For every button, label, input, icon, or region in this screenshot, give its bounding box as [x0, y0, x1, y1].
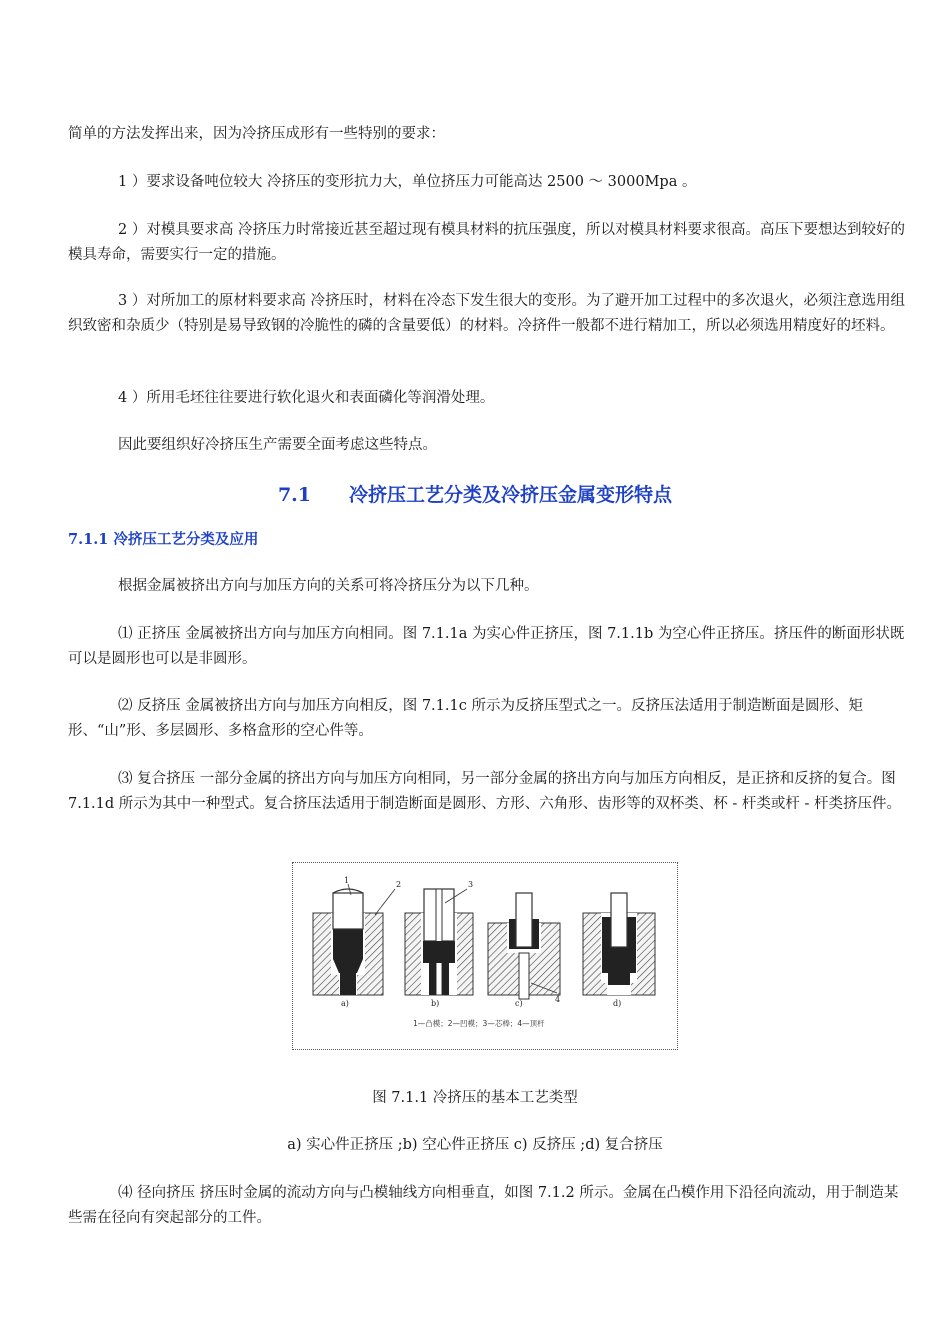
paragraph-radial-extrusion: ⑷ 径向挤压 挤压时金属的流动方向与凸模轴线方向相垂直，如图 7.1.2 所示。金属在凸模作用下沿径向流动，用于制造某些需在径向有突起部分的工件。 [68, 1185, 899, 1226]
callout-4: 4 [555, 995, 561, 1004]
subsection-heading: 7.1.1 冷挤压工艺分类及应用 [68, 531, 259, 548]
paragraph-forward-extrusion: ⑴ 正挤压 金属被挤出方向与加压方向相同。图 7.1.1a 为实心件正挤压，图 7.1.1b 为空心件正挤压。挤压件的断面形状既可以是圆形也可以是非圆形。 [68, 626, 905, 667]
label-b: b) [431, 999, 440, 1008]
diagram-c-backward [488, 893, 560, 999]
diagram-b-hollow-forward [405, 889, 473, 995]
figure-caption: 图 7.1.1 冷挤压的基本工艺类型 [372, 1090, 578, 1106]
paragraph-classification-intro: 根据金属被挤出方向与加压方向的关系可将冷挤压分为以下几种。 [118, 578, 539, 594]
figure-subcaption: a) 实心件正挤压 ;b) 空心件正挤压 c) 反挤压 ;d) 复合挤压 [287, 1137, 663, 1153]
figure-legend: 1—凸模；2—凹模；3—芯棒；4—顶杆 [413, 1019, 545, 1028]
callout-1: 1 [344, 876, 350, 885]
paragraph-requirement-1: 1 ）要求设备吨位较大 冷挤压的变形抗力大，单位挤压力可能高达 2500 ～ 3000Mpa 。 [118, 174, 697, 190]
paragraph-requirement-3: 3 ）对所加工的原材料要求高 冷挤压时，材料在冷态下发生很大的变形。为了避开加工过程中的多次退火，必须注意选用组织致密和杂质少（特别是易导致钢的冷脆性的磷的含量要低）的材料。冷挤件一般都不进行精加工，所以必须选用精度好的坯料。 [68, 293, 905, 334]
callout-2: 2 [396, 880, 402, 889]
paragraph-intro-continued: 简单的方法发挥出来，因为冷挤压成形有一些特别的要求： [68, 126, 445, 142]
diagram-d-combined [583, 893, 655, 995]
diagram-a-solid-forward [313, 884, 395, 995]
section-number: 7.1 [277, 484, 312, 506]
label-c: c) [515, 999, 523, 1008]
figure-extrusion-types [292, 862, 678, 1050]
section-title: 冷挤压工艺分类及冷挤压金属变形特点 [349, 484, 673, 506]
paragraph-conclusion: 因此要组织好冷挤压生产需要全面考虑这些特点。 [118, 437, 437, 453]
callout-3: 3 [468, 880, 474, 889]
paragraph-requirement-2: 2 ）对模具要求高 冷挤压力时常接近甚至超过现有模具材料的抗压强度，所以对模具材料要求很高。高压下要想达到较好的模具寿命，需要实行一定的措施。 [68, 222, 905, 263]
label-d: d) [613, 999, 622, 1008]
paragraph-combined-extrusion: ⑶ 复合挤压 一部分金属的挤出方向与加压方向相同，另一部分金属的挤出方向与加压方向相反，是正挤和反挤的复合。图 7.1.1d 所示为其中一种型式。复合挤压法适用于制造断面是圆形、方形、六角形、齿形等的双杯类、杯 - 杆类或杆 - 杆类挤压件。 [68, 771, 902, 812]
section-heading [0, 480, 950, 507]
paragraph-backward-extrusion: ⑵ 反挤压 金属被挤出方向与加压方向相反，图 7.1.1c 所示为反挤压型式之一。反挤压法适用于制造断面是圆形、矩形、“山”形、多层圆形、多格盒形的空心件等。 [68, 698, 863, 739]
extrusion-diagram [293, 863, 678, 1050]
paragraph-requirement-4: 4 ）所用毛坯往往要进行软化退火和表面磷化等润滑处理。 [118, 390, 495, 406]
label-a: a) [341, 999, 349, 1008]
